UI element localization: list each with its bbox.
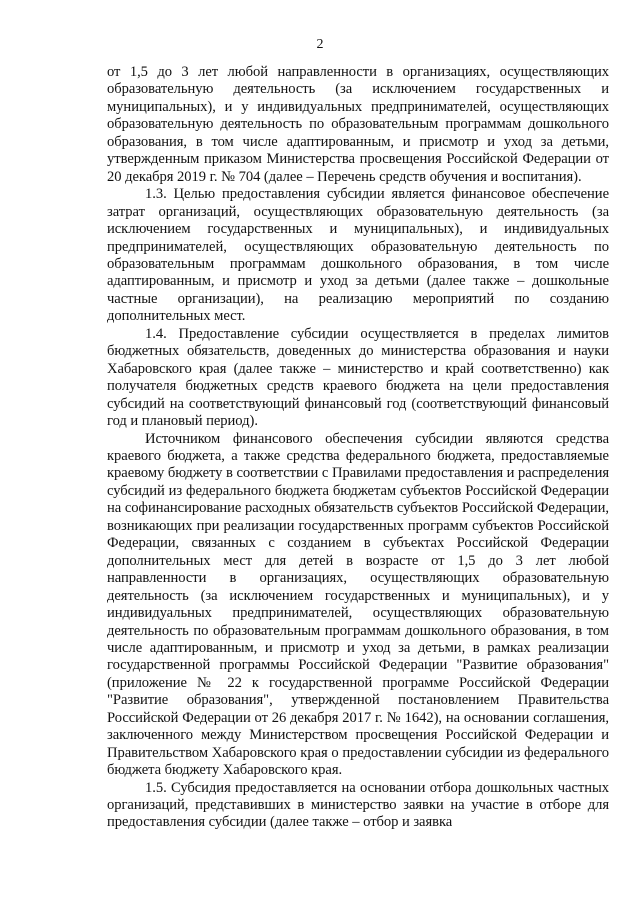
paragraph-1-5: 1.5. Субсидия предоставляется на основании отбора дошкольных частных организаций, представивших в министерство заявки на участие в отборе для предоставления субсидии (далее также – отбор и заявка (107, 779, 609, 831)
paragraph-funding-source: Источником финансового обеспечения субсидии являются средства краевого бюджета, а также средства федерального бюджета, предоставляемые краевому бюджету в соответствии с Правилами предоставления и распределения субсидий из федерального бюджета бюджетам субъектов Российской Федерации на софинансирование расходных обязательств субъектов Российской Федерации, возникающих при реализации государственных программ субъектов Российской Федерации, связанных с созданием в субъектах Российской Федерации дополнительных мест для детей в возрасте от 1,5 до 3 лет любой направленности в организациях, осуществляющих образовательную деятельность (за исключением государственных и муниципальных), и у индивидуальных предпринимателей, осуществляющих образовательную деятельность по образовательным программам дошкольного образования, в том числе адаптированным, и присмотр и уход за детьми, в рамках реализации государственной программы Российской Федерации "Развитие образования" (приложение № 22 к государственной программе Российской Федерации "Развитие образования", утвержденной постановлением Правительства Российской Федерации от 26 декабря 2017 г. № 1642), на основании соглашения, заключенного между Министерством просвещения Российской Федерации и Правительством Хабаровского края о предоставлении субсидии из федерального бюджета бюджету Хабаровского края. (107, 430, 609, 779)
paragraph-1-4: 1.4. Предоставление субсидии осуществляется в пределах лимитов бюджетных обязательств, доведенных до министерства образования и науки Хабаровского края (далее также – министерство и край соответственно) как получателя бюджетных средств краевого бюджета на цели предоставления субсидий на соответствующий финансовый год (соответствующий финансовый год и плановый период). (107, 325, 609, 430)
paragraph-1-3: 1.3. Целью предоставления субсидии является финансовое обеспечение затрат организаций, осуществляющих образовательную деятельность (за исключением государственных и муниципальных), и индивидуальных предпринимателей, осуществляющих образовательную деятельность по образовательным программам дошкольного образования, в том числе адаптированным, и присмотр и уход за детьми (далее также – дошкольные частные организации), на реализацию мероприятий по созданию дополнительных мест. (107, 186, 609, 325)
document-body (107, 64, 609, 832)
page-number: 2 (316, 37, 324, 52)
paragraph-continuation: от 1,5 до 3 лет любой направленности в организациях, осуществляющих образовательную деятельность (за исключением государственных и муниципальных), и у индивидуальных предпринимателей, осуществляющих образовательную деятельность по образовательным программам дошкольного образования, в том числе адаптированным, и присмотр и уход за детьми, утвержденным приказом Министерства просвещения Российской Федерации от 20 декабря 2019 г. № 704 (далее – Перечень средств обучения и воспитания). (107, 64, 609, 185)
